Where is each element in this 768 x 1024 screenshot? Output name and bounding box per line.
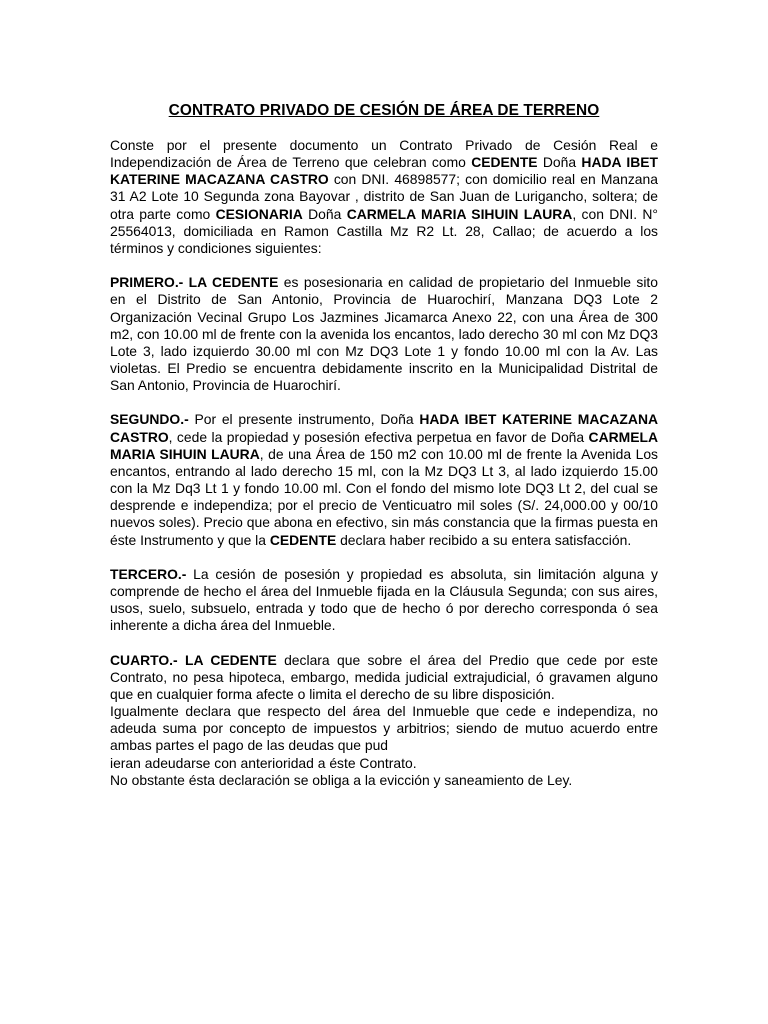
document-title: CONTRATO PRIVADO DE CESIÓN DE ÁREA DE TERRENO	[168, 102, 600, 119]
clause-tercero	[110, 566, 658, 635]
clause-segundo-cesionaria-name: CARMELA MARIA SIHUIN LAURA	[110, 428, 658, 462]
cedente-name: HADA IBET KATERINE MACAZANA CASTRO	[110, 154, 658, 188]
clause-cuarto-line-2: Igualmente declara que respecto del área del Inmueble que cede e independiza, no adeuda suma por concepto de impuestos y arbitrios; siendo de mutuo acuerdo entre ambas partes el pago de las deudas que pud	[110, 703, 658, 754]
clause-primero-text: es posesionaria en calidad de propietario del Inmueble sito en el Distrito de San Antonio, Provincia de Huarochirí, Manzana DQ3 Lote 2 Organización Vecinal Grupo Los Jazmines Jicamarca Anexo 22, con una Área de 300 m2, con 10.00 ml de frente con la avenida los encantos, lado derecho 30 ml con Mz DQ3 Lote 3, lado izquierdo 30.00 ml con Mz DQ3 Lote 1 y fondo 10.00 ml con la Av. Las violetas. El Predio se encuentra debidamente inscrito en la Municipalidad Distrital de San Antonio, Provincia de Huarochirí.	[110, 274, 658, 394]
cesionaria-name: CARMELA MARIA SIHUIN LAURA	[346, 205, 573, 222]
intro-text-1: Conste por el presente documento un Contrato Privado de Cesión Real e Independización de Área de Terreno que celebran como	[110, 137, 658, 171]
clause-tercero-heading: TERCERO.-	[110, 565, 187, 582]
cesionaria-label: CESIONARIA	[215, 205, 303, 222]
intro-text-5: , con DNI. N° 25564013, domiciliada en Ramon Castilla Mz R2 Lt. 28, Callao; de acuerdo a los términos y condiciones siguientes:	[110, 205, 658, 256]
clause-cuarto-heading: CUARTO.- LA CEDENTE	[110, 651, 277, 668]
clause-segundo-heading: SEGUNDO.-	[110, 411, 189, 428]
clause-primero-heading: PRIMERO.- LA CEDENTE	[110, 274, 279, 291]
intro-text-2: Doña	[537, 154, 582, 171]
clause-cuarto-text-1: declara que sobre el área del Predio que cede por este Contrato, no pesa hipoteca, embargo, medida judicial extrajudicial, ó gravamen alguno que en cualquier forma afecte o limita el derecho de su libre disposición.	[110, 651, 658, 702]
clause-tercero-text: La cesión de posesión y propiedad es absoluta, sin limitación alguna y comprende de hecho el área del Inmueble fijada en la Cláusula Segunda; con sus aires, usos, suelo, subsuelo, entrada y todo que de hecho ó por derecho corresponda ó sea inherente a dicha área del Inmueble.	[110, 565, 658, 634]
clause-segundo-cedente-label: CEDENTE	[269, 531, 337, 548]
clause-segundo-text-4: declara haber recibido a su entera satisfacción.	[336, 531, 632, 548]
clause-segundo-text-3: , de una Área de 150 m2 con 10.00 ml de frente la Avenida Los encantos, entrando al lado derecho 15 ml, con la Mz DQ3 Lt 3, al lado izquierdo 15.00 con la Mz Dq3 Lt 1 y fondo 10.00 ml. Con el fondo del mismo lote DQ3 Lt 2, del cual se desprende e independiza; por el precio de Venticuatro mil soles (S/. 24,000.00 y 00/10 nuevos soles). Precio que abona en efectivo, sin más constancia que la firmas puesta en éste Instrumento y que la	[110, 445, 658, 548]
intro-paragraph	[110, 137, 658, 257]
clause-primero	[110, 274, 658, 394]
clause-cuarto-line-3: ieran adeudarse con anterioridad a éste Contrato.	[110, 754, 417, 771]
intro-text-4: Doña	[302, 205, 347, 222]
clause-segundo-text-1: Por el presente instrumento, Doña	[188, 411, 420, 428]
document-body	[110, 137, 658, 789]
intro-text-3: con DNI. 46898577; con domicilio real en Manzana 31 A2 Lote 10 Segunda zona Bayovar , distrito de San Juan de Lurigancho, soltera; de otra parte como	[110, 171, 658, 222]
clause-segundo-cedente-name: HADA IBET KATERINE MACAZANA CASTRO	[110, 411, 659, 445]
clause-cuarto-line-1	[110, 652, 658, 703]
clause-segundo-text-2: , cede la propiedad y posesión efectiva perpetua en favor de Doña	[168, 428, 589, 445]
cedente-label: CEDENTE	[471, 154, 538, 171]
clause-cuarto-line-4: No obstante ésta declaración se obliga a la evicción y saneamiento de Ley.	[110, 771, 573, 788]
clause-segundo	[110, 411, 658, 548]
clause-cuarto	[110, 652, 658, 789]
